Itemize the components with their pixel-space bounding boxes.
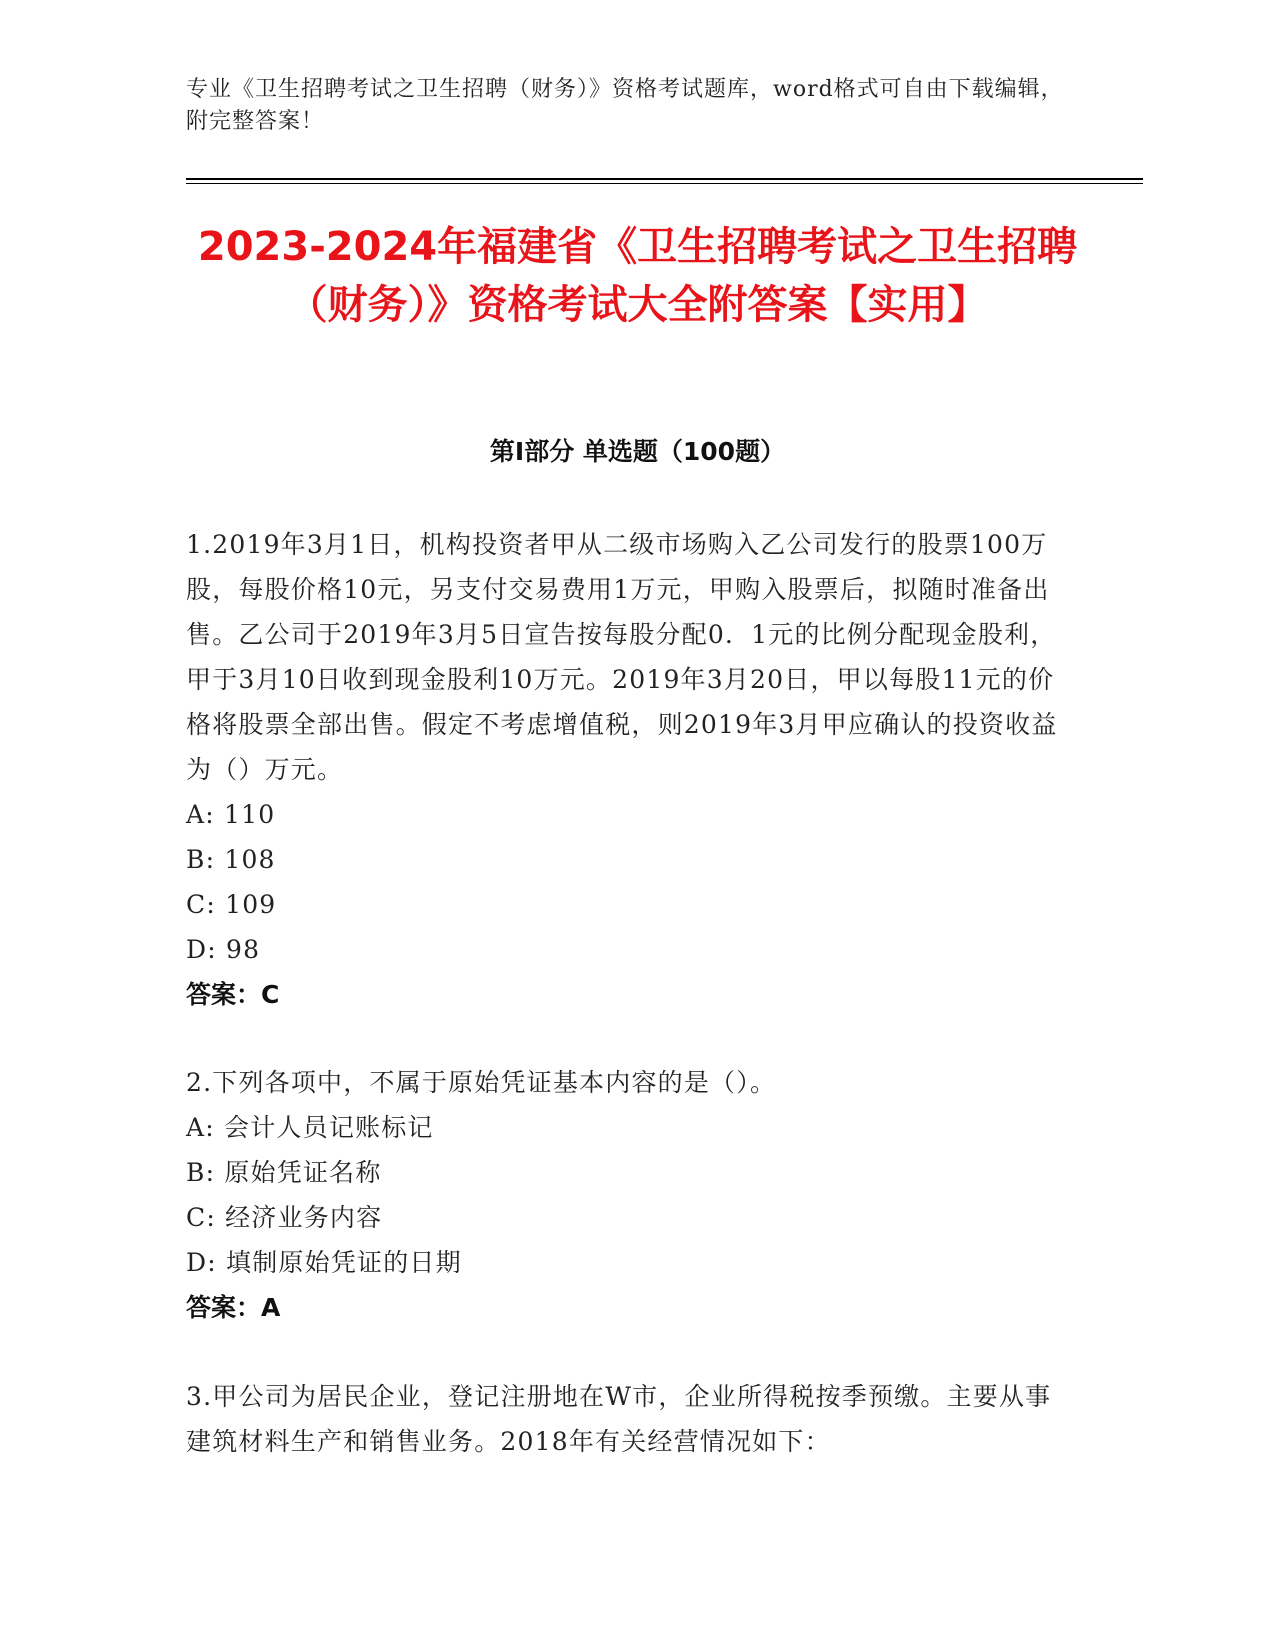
option-b: B: 108 [186, 845, 276, 874]
header-note: 专业《卫生招聘考试之卫生招聘（财务）》资格考试题库，word格式可自由下载编辑，附完整答案！ [186, 77, 1064, 134]
option-c: C: 109 [186, 890, 277, 919]
option-a: A: 会计人员记账标记 [186, 1113, 434, 1142]
question-stem: 1.2019年3月1日，机构投资者甲从二级市场购入乙公司发行的股票100万股，每股价格10元，另支付交易费用1万元，甲购入股票后，拟随时准备出售。乙公司于2019年3月5日宣告按每股分配0．1元的比例分配现金股利，甲于3月10日收到现金股利10万元。2019年3月20日，甲以每股11元的价格将股票全部出售。假定不考虑增值税，则2019年3月甲应确认的投资收益为（）万元。 [186, 530, 1058, 784]
question-2 [186, 1060, 1071, 1330]
question-stem: 2.下列各项中，不属于原始凭证基本内容的是（）。 [186, 1068, 777, 1097]
answer-label: 答案：C [186, 980, 280, 1009]
option-a: A: 110 [186, 800, 276, 829]
header-divider-thin [186, 183, 1143, 184]
option-b: B: 原始凭证名称 [186, 1158, 382, 1187]
option-d: D: 填制原始凭证的日期 [186, 1248, 462, 1277]
option-d: D: 98 [186, 935, 261, 964]
document-title: 2023-2024年福建省《卫生招聘考试之卫生招聘（财务）》资格考试大全附答案【实用】 [197, 224, 1078, 328]
question-3 [186, 1374, 1071, 1464]
question-1 [186, 522, 1071, 1017]
section-heading: 第Ⅰ部分 单选题（100题） [489, 437, 786, 466]
header-divider [186, 178, 1143, 180]
question-stem: 3.甲公司为居民企业，登记注册地在W市，企业所得税按季预缴。主要从事建筑材料生产和销售业务。2018年有关经营情况如下： [186, 1382, 1052, 1456]
option-c: C: 经济业务内容 [186, 1203, 383, 1232]
answer-label: 答案：A [186, 1293, 281, 1322]
